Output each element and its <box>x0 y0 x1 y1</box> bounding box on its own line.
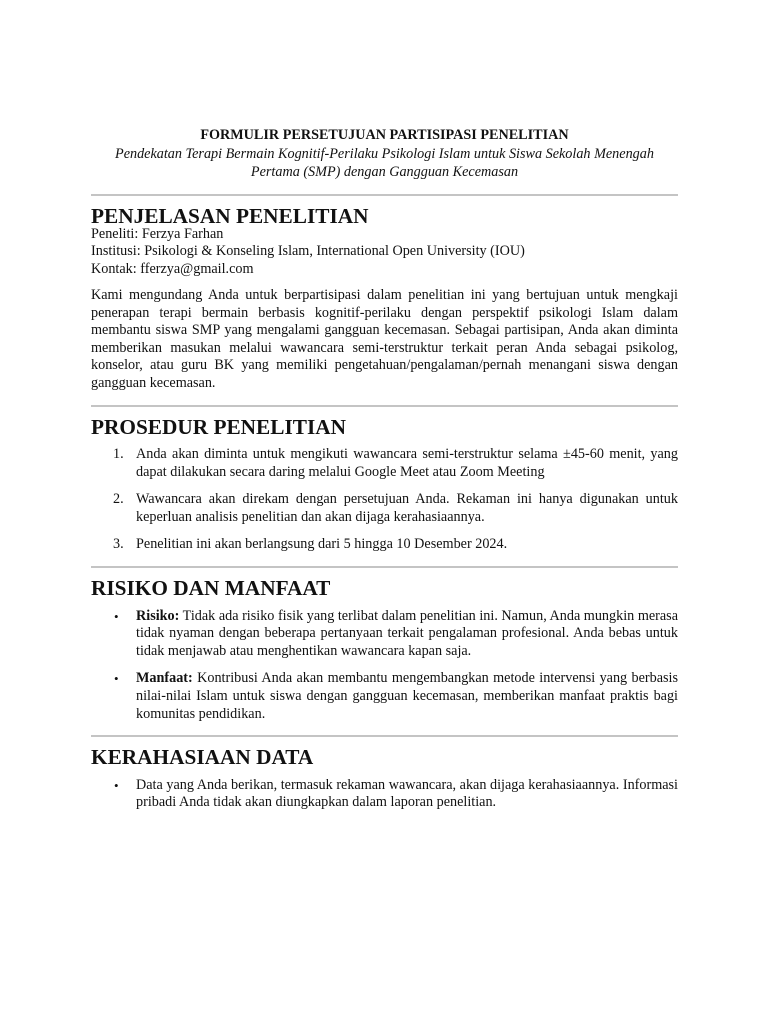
contact-line: Kontak: fferzya@gmail.com <box>91 260 254 277</box>
risk-label: Risiko: <box>136 607 180 624</box>
invitation-paragraph: Kami mengundang Anda untuk berpartisipasi dalam penelitian ini yang bertujuan untuk mengkaji penerapan terapi bermain berbasis kognitif-perilaku dengan perspektif psikologi Islam dalam membantu siswa SMP yang mengalami gangguan kecemasan. Sebagai partisipan, Anda akan diminta memberikan masukan melalui wawancara semi-terstruktur terkait peran Anda sebagai psikolog, konselor, atau guru BK yang memiliki pengetahuan/pengalaman/pernah menangani siswa dengan gangguan kecemasan. <box>91 287 678 391</box>
document-subtitle: Pendekatan Terapi Bermain Kognitif-Perilaku Psikologi Islam untuk Siswa Sekolah Menengah Pertama (SMP) dengan Gangguan Kecemasan <box>115 146 654 180</box>
confidentiality-text: Data yang Anda berikan, termasuk rekaman wawancara, akan dijaga kerahasiaannya. Informasi pribadi Anda tidak akan diungkapkan dalam laporan penelitian. <box>136 776 678 811</box>
bullet-icon: • <box>114 671 119 687</box>
step-number: 2. <box>113 491 124 508</box>
list-item <box>91 491 678 526</box>
consent-form-page <box>91 127 678 812</box>
institution-line: Institusi: Psikologi & Konseling Islam, International Open University (IOU) <box>91 243 525 259</box>
benefit-label: Manfaat: <box>136 670 193 687</box>
benefit-text: Kontribusi Anda akan membantu mengembangkan metode intervensi yang berbasis nilai-nilai Islam untuk siswa dengan gangguan kecemasan, memberikan manfaat praktis bagi komunitas pendidikan. <box>136 670 678 722</box>
step-text: Wawancara akan direkam dengan persetujuan Anda. Rekaman ini hanya digunakan untuk keperluan analisis penelitian dan akan dijaga kerahasiaannya. <box>136 491 678 525</box>
step-text: Penelitian ini akan berlangsung dari 5 hingga 10 Desember 2024. <box>136 536 508 553</box>
step-number: 3. <box>113 536 124 553</box>
bullet-icon: • <box>114 777 119 793</box>
confidentiality-list <box>91 777 678 812</box>
section-heading-risks: RISIKO DAN MANFAAT <box>91 576 331 601</box>
section-heading-procedure: PROSEDUR PENELITIAN <box>91 414 347 439</box>
section-heading-explanation: PENJELASAN PENELITIAN <box>91 204 369 228</box>
list-item <box>91 536 678 554</box>
section-confidentiality <box>91 745 678 812</box>
section-divider <box>91 566 678 568</box>
step-text: Anda akan diminta untuk mengikuti wawancara semi-terstruktur selama ±45-60 menit, yang dapat dilakukan secara daring melalui Google Meet atau Zoom Meeting <box>136 446 678 480</box>
section-risks-benefits <box>91 576 678 723</box>
section-heading-confidentiality: KERAHASIAAN DATA <box>91 745 314 770</box>
section-divider <box>91 735 678 737</box>
section-divider <box>91 194 678 196</box>
section-explanation <box>91 204 678 393</box>
document-title: FORMULIR PERSETUJUAN PARTISIPASI PENELITIAN <box>200 127 569 143</box>
list-item <box>91 670 678 723</box>
section-divider <box>91 405 678 407</box>
risks-benefits-list <box>91 608 678 724</box>
section-procedure <box>91 414 678 554</box>
list-item <box>91 446 678 481</box>
procedure-steps-list <box>91 446 678 554</box>
list-item <box>91 777 678 812</box>
step-number: 1. <box>113 446 124 463</box>
list-item <box>91 608 678 661</box>
researcher-line: Peneliti: Ferzya Farhan <box>91 225 224 242</box>
risk-text: Tidak ada risiko fisik yang terlibat dalam penelitian ini. Namun, Anda mungkin merasa tidak nyaman dengan beberapa pertanyaan terkait pengalaman profesional. Anda bebas untuk tidak menjawab atau menghentikan wawancara kapan saja. <box>136 607 678 659</box>
bullet-icon: • <box>114 608 119 624</box>
